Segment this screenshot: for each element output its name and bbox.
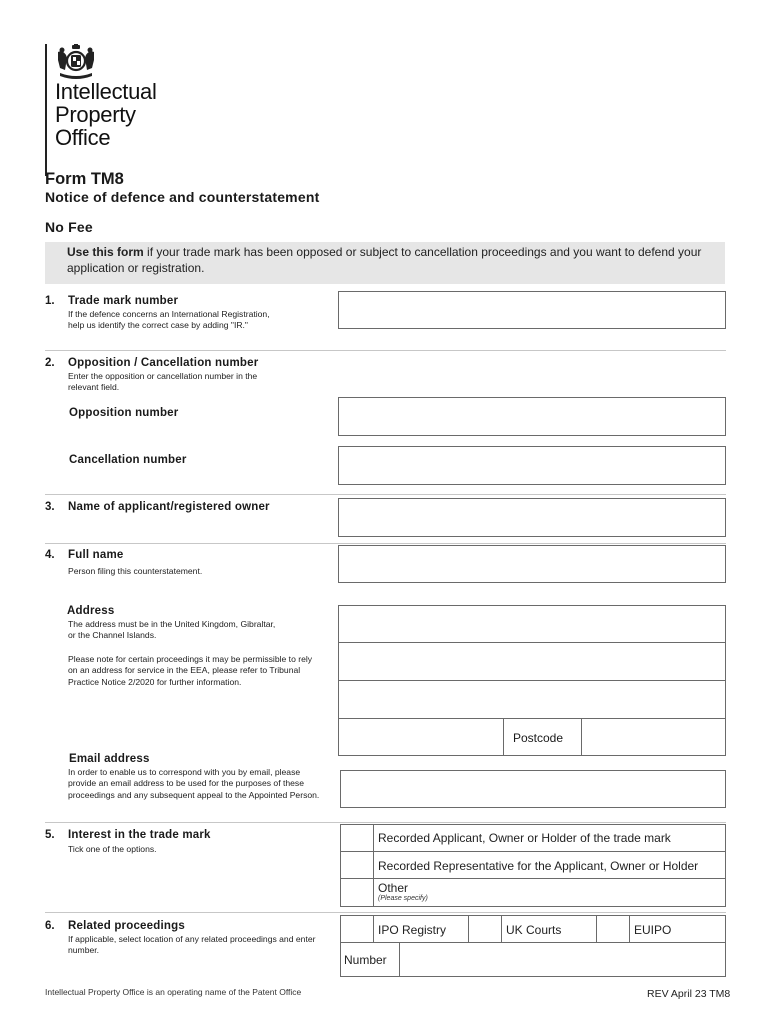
address-note-2: Please note for certain proceedings it may be permissible to rely on an address for service in the EEA, please refer to Tribunal Practice Notice 2/2020 for further information. xyxy=(68,654,313,687)
section-5-number: 5. xyxy=(45,829,55,841)
section-divider xyxy=(45,543,726,544)
address-note-1: The address must be in the United Kingdom, Gibraltar, or the Channel Islands. xyxy=(68,619,276,641)
section-1-title: Trade mark number xyxy=(68,295,179,307)
address-line-2-field[interactable] xyxy=(338,642,726,681)
interest-option-2-cell[interactable] xyxy=(373,851,726,879)
royal-crest-icon xyxy=(54,44,98,80)
postcode-field[interactable] xyxy=(581,718,726,756)
postcode-label: Postcode xyxy=(513,731,564,745)
uk-courts-checkbox[interactable] xyxy=(468,915,502,943)
section-5-title: Interest in the trade mark xyxy=(68,829,211,841)
interest-option-2-label: Recorded Representative for the Applicant, Owner or Holder xyxy=(378,859,699,873)
full-name-field[interactable] xyxy=(338,545,726,583)
section-divider xyxy=(45,350,726,351)
section-divider xyxy=(45,494,726,495)
section-1-number: 1. xyxy=(45,295,55,307)
section-divider xyxy=(45,912,726,913)
postcode-label-cell xyxy=(503,718,582,756)
section-divider xyxy=(45,822,726,823)
email-label: Email address xyxy=(69,753,150,765)
euipo-checkbox[interactable] xyxy=(596,915,630,943)
interest-option-3-label: Other xyxy=(378,881,409,895)
interest-option-3-hint: (Please specify) xyxy=(378,895,428,902)
euipo-cell[interactable] xyxy=(629,915,726,943)
cancellation-number-label: Cancellation number xyxy=(69,454,187,466)
uk-courts-label: UK Courts xyxy=(506,923,562,937)
section-2-title: Opposition / Cancellation number xyxy=(68,357,259,369)
intro-box xyxy=(45,242,725,284)
logo-divider xyxy=(45,44,47,176)
section-4-number: 4. xyxy=(45,549,55,561)
form-subtitle: Notice of defence and counterstatement xyxy=(45,189,320,205)
ipo-registry-checkbox[interactable] xyxy=(340,915,374,943)
org-line-3: Office xyxy=(55,125,111,150)
interest-option-1-label: Recorded Applicant, Owner or Holder of the trade mark xyxy=(378,831,671,845)
section-3-title: Name of applicant/registered owner xyxy=(68,501,270,513)
email-note: In order to enable us to correspond with you by email, please provide an email address to be used for the purposes of these proceedings and any subsequent appeal to the Appointed Person. xyxy=(68,767,320,800)
number-label: Number xyxy=(344,953,387,967)
form-revision: REV April 23 TM8 xyxy=(647,988,731,1000)
section-6-title: Related proceedings xyxy=(68,920,185,932)
section-4-title: Full name xyxy=(68,549,124,561)
email-field[interactable] xyxy=(340,770,726,808)
section-5-note: Tick one of the options. xyxy=(68,844,157,854)
number-label-cell xyxy=(340,942,400,977)
fee-label: No Fee xyxy=(45,219,93,235)
intro-bold: Use this form xyxy=(67,245,144,259)
interest-option-2-checkbox[interactable] xyxy=(340,851,374,879)
related-proceedings-number-field[interactable] xyxy=(399,942,726,977)
organisation-name xyxy=(55,80,157,149)
address-line-1-field[interactable] xyxy=(338,605,726,643)
org-line-1: Intellectual xyxy=(55,79,157,104)
section-4-note: Person filing this counterstatement. xyxy=(68,566,203,576)
footer-note: Intellectual Property Office is an operating name of the Patent Office xyxy=(45,987,302,997)
opposition-number-label: Opposition number xyxy=(69,407,179,419)
opposition-number-field[interactable] xyxy=(338,397,726,436)
org-line-2: Property xyxy=(55,102,136,127)
interest-option-1-cell[interactable] xyxy=(373,824,726,852)
form-title: Form TM8 xyxy=(45,170,124,188)
interest-option-1-checkbox[interactable] xyxy=(340,824,374,852)
section-6-note: If applicable, select location of any related proceedings and enter number. xyxy=(68,934,316,956)
ipo-registry-cell[interactable] xyxy=(373,915,469,943)
intro-text: if your trade mark has been opposed or subject to cancellation proceedings and you want to defend your application or registration. xyxy=(67,245,702,275)
applicant-name-field[interactable] xyxy=(338,498,726,537)
section-6-number: 6. xyxy=(45,920,55,932)
euipo-label: EUIPO xyxy=(634,923,672,937)
address-label: Address xyxy=(67,605,115,617)
uk-courts-cell[interactable] xyxy=(501,915,597,943)
interest-option-3-cell[interactable] xyxy=(373,878,726,907)
section-2-number: 2. xyxy=(45,357,55,369)
interest-option-3-checkbox[interactable] xyxy=(340,878,374,907)
section-1-note: If the defence concerns an International Registration, help us identify the correct case by adding "IR." xyxy=(68,309,270,331)
section-2-note: Enter the opposition or cancellation number in the relevant field. xyxy=(68,371,258,393)
ipo-registry-label: IPO Registry xyxy=(378,923,447,937)
address-line-4-field[interactable] xyxy=(338,718,504,756)
cancellation-number-field[interactable] xyxy=(338,446,726,485)
address-line-3-field[interactable] xyxy=(338,680,726,719)
trade-mark-number-field[interactable] xyxy=(338,291,726,329)
section-3-number: 3. xyxy=(45,501,55,513)
